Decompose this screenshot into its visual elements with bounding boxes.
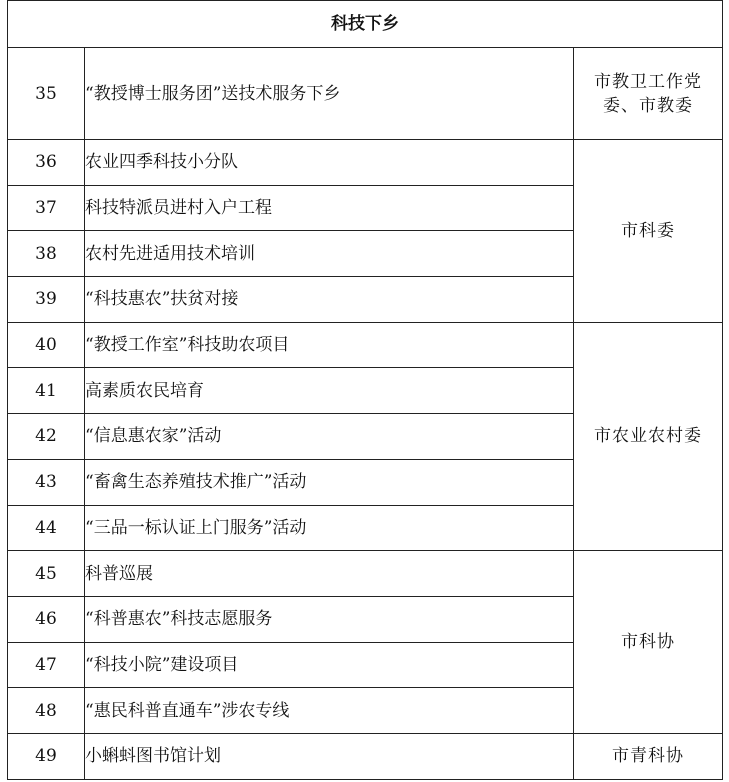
organizer-line: 市教卫工作党 (594, 71, 702, 92)
row-number: 45 (8, 551, 85, 597)
program-table (7, 0, 723, 780)
program-name: “三品一标认证上门服务”活动 (85, 505, 574, 551)
program-name: “科技惠农”扶贫对接 (85, 277, 574, 323)
program-name: 高素质农民培育 (85, 368, 574, 414)
organizer-cell: 市农业农村委 (574, 322, 723, 550)
program-name: “教授工作室”科技助农项目 (85, 322, 574, 368)
row-number: 41 (8, 368, 85, 414)
organizer-line: 委、市教委 (603, 95, 693, 116)
program-name: 小蝌蚪图书馆计划 (85, 733, 574, 779)
table-row (8, 322, 723, 368)
program-name: “教授博士服务团”送技术服务下乡 (85, 48, 574, 140)
row-number: 48 (8, 688, 85, 734)
row-number: 44 (8, 505, 85, 551)
row-number: 46 (8, 596, 85, 642)
table-row (8, 48, 723, 140)
section-title: 科技下乡 (8, 1, 723, 48)
row-number: 35 (8, 48, 85, 140)
program-name: “畜禽生态养殖技术推广”活动 (85, 459, 574, 505)
row-number: 38 (8, 231, 85, 277)
table-row (8, 551, 723, 597)
organizer-cell: 市科协 (574, 551, 723, 734)
program-name: 农村先进适用技术培训 (85, 231, 574, 277)
program-name: “科技小院”建设项目 (85, 642, 574, 688)
row-number: 39 (8, 277, 85, 323)
program-name: 科技特派员进村入户工程 (85, 185, 574, 231)
row-number: 49 (8, 733, 85, 779)
row-number: 40 (8, 322, 85, 368)
organizer-cell: 市科委 (574, 140, 723, 323)
program-name: “信息惠农家”活动 (85, 414, 574, 460)
organizer-cell (574, 48, 723, 140)
row-number: 43 (8, 459, 85, 505)
organizer-cell: 市青科协 (574, 733, 723, 779)
row-number: 42 (8, 414, 85, 460)
program-name: 科普巡展 (85, 551, 574, 597)
row-number: 36 (8, 140, 85, 186)
program-name: “惠民科普直通车”涉农专线 (85, 688, 574, 734)
program-name: 农业四季科技小分队 (85, 140, 574, 186)
program-name: “科普惠农”科技志愿服务 (85, 596, 574, 642)
row-number: 37 (8, 185, 85, 231)
row-number: 47 (8, 642, 85, 688)
table-row (8, 140, 723, 186)
table-row (8, 733, 723, 779)
section-title-row (8, 1, 723, 48)
